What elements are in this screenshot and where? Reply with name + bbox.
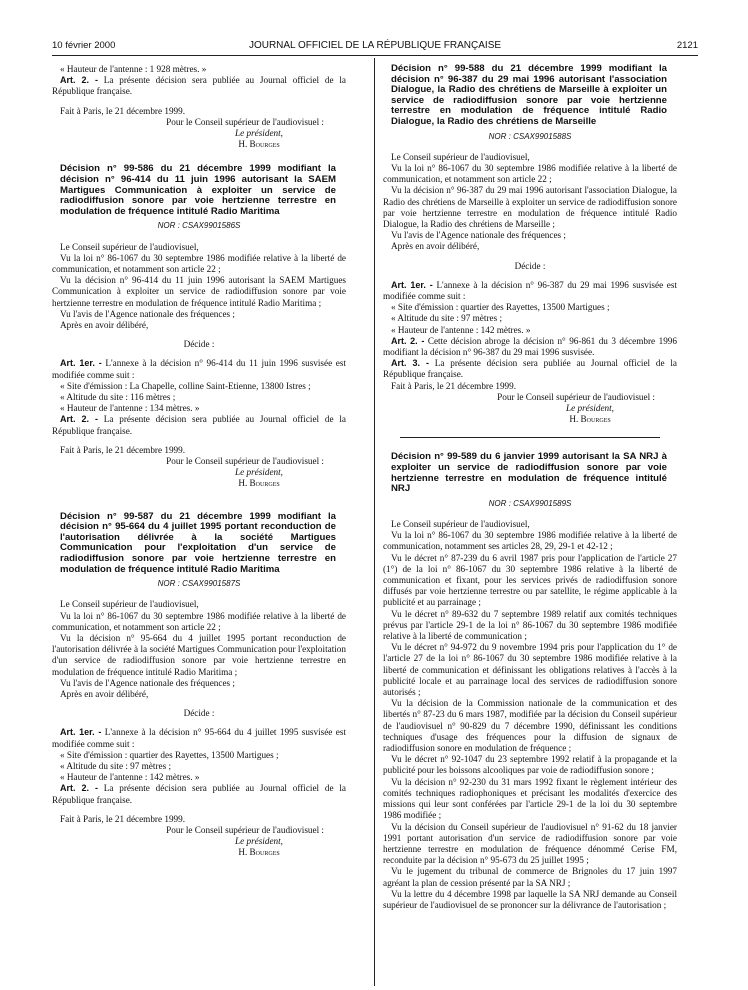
signature-date: Fait à Paris, le 21 décembre 1999.: [391, 380, 517, 391]
article-text: L'annexe à la décision n° 95-664 du 4 juillet 1995 susvisée est modifiée comme suit :: [52, 727, 347, 749]
article-2: [52, 414, 346, 436]
article-2: [383, 336, 677, 358]
annex-item: « Site d'émission : La Chapelle, colline Saint-Etienne, 13800 Istres ;: [60, 380, 311, 391]
nor-text: NOR : CSAX9901586S: [157, 221, 241, 231]
nor-text: NOR : CSAX9901588S: [488, 131, 572, 141]
signature-line: Pour le Conseil supérieur de l'audiovisuel :: [497, 391, 655, 402]
nor-reference: [52, 578, 346, 589]
article-label: Art. 2. -: [60, 783, 98, 794]
signature-line: Pour le Conseil supérieur de l'audiovisuel :: [166, 825, 324, 836]
article-text: L'annexe à la décision n° 96-387 du 29 mai 1996 susvisée est modifiée comme suit :: [383, 279, 678, 301]
signature-title: Le président,: [566, 403, 614, 414]
deliberation-line: Après en avoir délibéré,: [60, 689, 149, 700]
article-label: Art. 3. -: [391, 358, 429, 369]
article-label: Art. 1er. -: [60, 358, 102, 369]
article-text: La présente décision sera publiée au Journal officiel de la République française.: [52, 75, 346, 97]
visa: Vu la décision n° 96-387 du 29 mai 1996 autorisant l'association Dialogue, la Radio des chrétiens de Marseille à exploiter un service de radiodiffusion sonore par voie hertzienne terrestre en modulation de fréquence intitulé Radio Dialogue, la Radio des chrétiens de Marseille ;: [383, 185, 677, 229]
signature-name: H. Bourges: [238, 847, 280, 858]
annex-item: « Altitude du site : 116 mètres ;: [60, 392, 176, 403]
right-column: [383, 64, 677, 911]
visa: Vu la loi n° 86-1067 du 30 septembre 1986 modifiée relative à la liberté de communication, et notamment son article 22 ;: [52, 610, 346, 632]
article-label: Art. 2. -: [60, 414, 98, 425]
preamble: Le Conseil supérieur de l'audiovisuel,: [60, 599, 199, 610]
signature-block: [52, 825, 346, 836]
decide-heading: Décide :: [183, 708, 215, 719]
article-text: Cette décision abroge la décision n° 96-861 du 3 décembre 1996 modifiant la décision n° 96-387 du 29 mai 1996 susvisée.: [383, 335, 677, 358]
article-text: La présente décision sera publiée au Journal officiel de la République française.: [383, 358, 677, 380]
visa: Vu la loi n° 86-1067 du 30 septembre 1986 modifiée relative à la liberté de communication, notamment ses articles 28, 29, 29-1 et 42-12 ;: [383, 530, 677, 552]
annex-item: « Altitude du site : 97 mètres ;: [60, 761, 172, 772]
visa: Vu la lettre du 4 décembre 1998 par laquelle la SA NRJ demande au Conseil supérieur de l'audiovisuel de se prononcer sur la délivrance de l'autorisation ;: [383, 888, 677, 910]
nor-text: NOR : CSAX9901587S: [157, 579, 241, 589]
visa: Vu la décision du Conseil supérieur de l'audiovisuel n° 91-62 du 18 janvier 1991 portant autorisation d'un service de radiodiffusion sonore par voie hertzienne terrestre en modulation de fréquence dénommé Cerise FM, reconduite par la décision n° 95-673 du 25 juillet 1995 ;: [383, 821, 677, 866]
visa: Vu la décision de la Commission nationale de la communication et des libertés n° 87-23 du 6 mars 1987, modifiée par la décision du Conseil supérieur de l'audiovisuel n° 90-829 du 7 décembre 1990, définissant les conditions techniques d'usage des fréquences pour la diffusion de signaux de radiodiffusion sonore en modulation de fréquence ;: [383, 698, 677, 754]
signature-date: Fait à Paris, le 21 décembre 1999.: [60, 444, 186, 455]
visa: Vu l'avis de l'Agence nationale des fréquences ;: [60, 308, 235, 319]
journal-title: JOURNAL OFFICIEL DE LA RÉPUBLIQUE FRANÇAISE: [248, 40, 502, 51]
signature-title: Le président,: [235, 467, 283, 478]
signature-block: [52, 117, 346, 128]
signature-title: Le président,: [235, 836, 283, 847]
visa: Vu la décision n° 92-230 du 31 mars 1992 fixant le règlement intérieur des comités techniques radiophoniques et précisant les modalités d'exercice des missions qui leur sont conférées par l'article 29-1 de la loi du 30 septembre 1986 modifiée ;: [383, 776, 677, 821]
article-label: Art. 2. -: [391, 335, 425, 346]
decision-title: Décision n° 99-589 du 6 janvier 1999 autorisant la SA NRJ à exploiter un service de radiodiffusion sonore par voie hertzienne terrestre en modulation de fréquence intitulé NRJ: [391, 451, 667, 495]
article-text: La présente décision sera publiée au Journal officiel de la République française.: [52, 783, 346, 805]
signature-date: Fait à Paris, le 21 décembre 1999.: [60, 105, 186, 116]
article-label: Art. 2. -: [60, 75, 98, 86]
article-2: [52, 75, 346, 97]
visa: Vu l'avis de l'Agence nationale des fréquences ;: [60, 677, 235, 688]
annex-item: « Site d'émission : quartier des Rayettes, 13500 Martigues ;: [60, 749, 279, 760]
signature-line: Pour le Conseil supérieur de l'audiovisuel :: [166, 456, 324, 467]
article-text: L'annexe à la décision n° 96-414 du 11 juin 1996 susvisée est modifiée comme suit :: [52, 358, 347, 380]
visa: Vu l'avis de l'Agence nationale des fréquences ;: [391, 230, 566, 241]
article-1: [52, 358, 346, 380]
visa: Vu la loi n° 86-1067 du 30 septembre 1986 modifiée relative à la liberté de communication, et notamment son article 22 ;: [52, 252, 346, 274]
decision-title: Décision n° 99-587 du 21 décembre 1999 modifiant la décision n° 95-664 du 4 juillet 1995 portant reconduction de l'autorisation délivrée à la société Martigues Communication pour l'exploitation d'un service de radiodiffusion sonore par voie hertzienne terrestre en modulation de fréquence intitulé Radio Maritima: [60, 510, 336, 575]
page-header: [52, 40, 698, 54]
signature-name: H. Bourges: [569, 414, 611, 425]
preamble: Le Conseil supérieur de l'audiovisuel,: [391, 519, 530, 530]
deliberation-line: Après en avoir délibéré,: [391, 241, 480, 252]
article-1: [52, 727, 346, 749]
header-date: 10 février 2000: [52, 40, 116, 51]
nor-reference: [52, 220, 346, 231]
decision-title: Décision n° 99-586 du 21 décembre 1999 modifiant la décision n° 96-414 du 11 juin 1996 autorisant la SAEM Martigues Communication à exploiter un service de radiodiffusion sonore par voie hertzienne terrestre en modulation de fréquence intitulé Radio Maritima: [60, 163, 336, 217]
visa: Vu la loi n° 86-1067 du 30 septembre 1986 modifiée relative à la liberté de communication, et notamment son article 22 ;: [383, 162, 677, 185]
visa: Vu le décret n° 92-1047 du 23 septembre 1992 relatif à la propagande et la publicité pour les boissons alcooliques par voie de radiodiffusion sonore ;: [383, 754, 677, 776]
decision-title: Décision n° 99-588 du 21 décembre 1999 modifiant la décision n° 96-387 du 29 mai 1996 autorisant l'association Dialogue, la Radio des chrétiens de Marseille à exploiter un service de radiodiffusion sonore par voie hertzienne terrestre en modulation de fréquence intitulé Radio Dialogue, la Radio des chrétiens de Marseille: [391, 63, 667, 127]
signature-date: Fait à Paris, le 21 décembre 1999.: [60, 813, 186, 824]
header-rule: [52, 55, 698, 56]
column-rule: [374, 58, 375, 986]
section-divider: [400, 437, 660, 438]
article-1: [383, 280, 677, 302]
antenna-height-line: « Hauteur de l'antenne : 1 928 mètres. »: [60, 64, 207, 74]
annex-item: « Altitude du site : 97 mètres ;: [391, 313, 503, 324]
nor-text: NOR : CSAX9901589S: [488, 498, 572, 508]
visa: Vu le décret n° 94-972 du 9 novembre 1994 pris pour l'application du 1° de l'article 27 de la loi n° 86-1067 du 30 septembre 1986 modifiée relative à la liberté de communication et définissant les obligations relatives à l'accès à la publicité locale et au parrainage local des services de radiodiffusion sonore autorisés ;: [383, 642, 677, 698]
signature-line: Pour le Conseil supérieur de l'audiovisuel :: [166, 116, 324, 127]
article-label: Art. 1er. -: [60, 727, 102, 738]
visa: Vu la décision n° 96-414 du 11 juin 1996 autorisant la SAEM Martigues Communication à exploiter un service de radiodiffusion sonore par voie hertzienne terrestre en modulation de fréquence intitulé Radio Maritima ;: [52, 275, 346, 308]
annex-item: « Hauteur de l'antenne : 142 mètres. »: [391, 324, 531, 335]
decide-heading: Décide :: [183, 339, 215, 350]
left-column: [52, 64, 346, 859]
visa: Vu le jugement du tribunal de commerce de Brignoles du 17 juin 1997 agréant la plan de cession présenté par la SA NRJ ;: [383, 866, 677, 888]
article-2: [52, 783, 346, 805]
deliberation-line: Après en avoir délibéré,: [60, 320, 149, 331]
visa: Vu le décret n° 89-632 du 7 septembre 1989 relatif aux comités techniques prévus par l'article 29-1 de la loi n° 86-1067 du 30 septembre 1986 modifiée relative à la liberté de communication ;: [383, 608, 677, 642]
preamble: Le Conseil supérieur de l'audiovisuel,: [60, 241, 199, 252]
signature-name: H. Bourges: [238, 139, 280, 150]
signature-name: H. Bourges: [238, 478, 280, 489]
page-number: 2121: [676, 40, 698, 51]
article-label: Art. 1er. -: [391, 279, 433, 290]
signature-title: Le président,: [235, 128, 283, 139]
preamble: Le Conseil supérieur de l'audiovisuel,: [391, 151, 530, 162]
signature-block: [52, 456, 346, 467]
article-text: La présente décision sera publiée au Journal officiel de la République française.: [52, 414, 346, 436]
visa: Vu la décision n° 95-664 du 4 juillet 1995 portant reconduction de l'autorisation délivrée à la société Martigues Communication pour l'exploitation d'un service de radiodiffusion sonore par voie hertzienne terrestre en modulation de fréquence intitulé Radio Maritima ;: [52, 633, 346, 677]
nor-reference: [383, 498, 677, 509]
annex-item: « Hauteur de l'antenne : 134 mètres. »: [60, 403, 200, 414]
annex-item: « Hauteur de l'antenne : 142 mètres. »: [60, 772, 200, 783]
article-3: [383, 358, 677, 380]
visa: Vu le décret n° 87-239 du 6 avril 1987 pris pour l'application de l'article 27 (1°) de la loi n° 86-1067 du 30 septembre 1986 relative à la liberté de communication et fixant, pour les services privés de radiodiffusion sonore diffusés par voie hertzienne terrestre ou par satellite, le régime applicable à la publicité et au parrainage ;: [383, 552, 677, 608]
signature-block: [383, 392, 677, 403]
decide-heading: Décide :: [514, 260, 546, 271]
nor-reference: [383, 131, 677, 142]
annex-item: « Site d'émission : quartier des Rayettes, 13500 Martigues ;: [391, 302, 610, 313]
